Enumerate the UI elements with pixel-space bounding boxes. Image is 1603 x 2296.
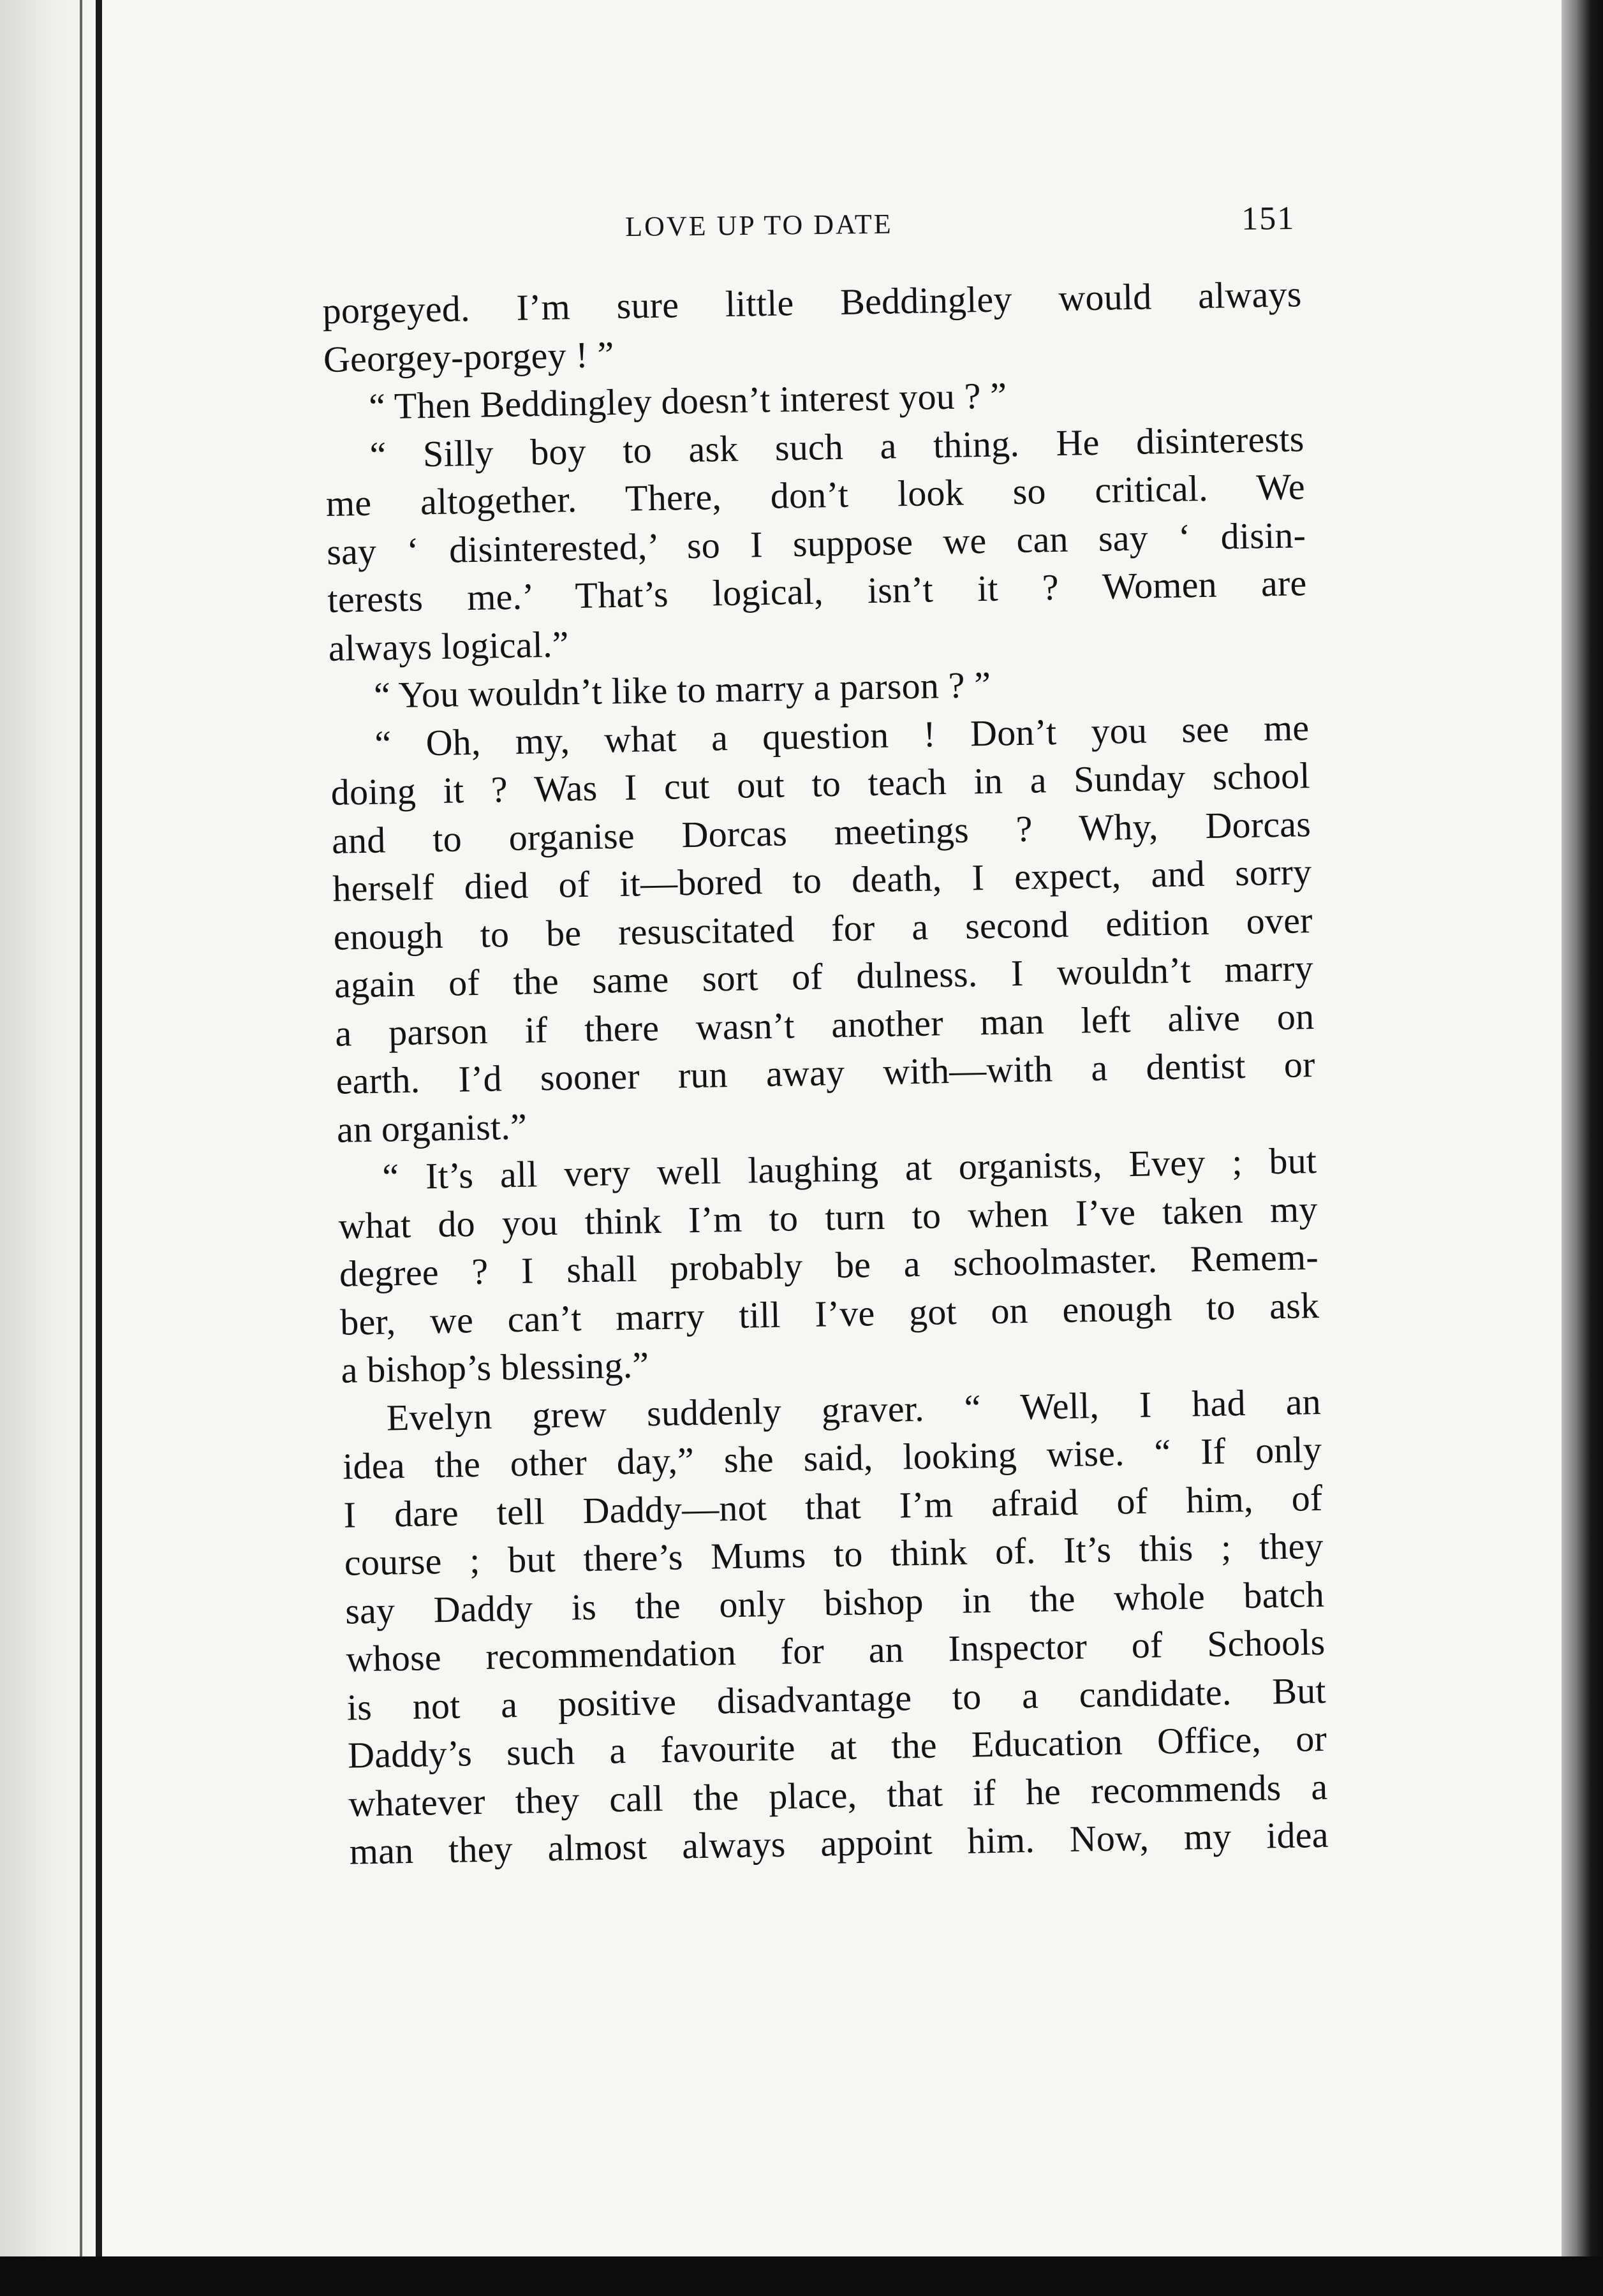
text-line: whose recommendation for an Inspector of Schools bbox=[345, 1621, 1326, 1680]
text-line: degree ? I shall probably be a schoolmaster. Remem- bbox=[339, 1235, 1319, 1295]
text-line: always logical.” bbox=[328, 622, 570, 669]
text-line: herself died of it—bored to death, I expect, and sorry bbox=[332, 851, 1312, 909]
text-line: say Daddy is the only bishop in the whole batch bbox=[344, 1573, 1325, 1632]
text-line: what do you think I’m to turn to when I’ve taken my bbox=[338, 1188, 1319, 1247]
text-line: Evelyn grew suddenly graver. “ Well, I had an bbox=[386, 1380, 1322, 1439]
text-line: I dare tell Daddy—not that I’m afraid of him, of bbox=[343, 1476, 1323, 1536]
running-title: LOVE UP TO DATE bbox=[625, 208, 893, 242]
text-line: course ; but there’s Mums to think of. It’s this ; they bbox=[344, 1524, 1324, 1584]
text-line: me altogether. There, don’t look so critical. We bbox=[325, 466, 1306, 524]
text-line: “ Then Beddingley doesn’t interest you ? ” bbox=[368, 374, 1007, 427]
text-line: a parson if there wasn’t another man left alive on bbox=[334, 995, 1315, 1054]
text-line: earth. I’d sooner run away with—with a dentist or bbox=[336, 1043, 1316, 1102]
text-line: and to organise Dorcas meetings ? Why, Dorcas bbox=[331, 802, 1311, 862]
text-line: man they almost always appoint him. Now, my idea bbox=[349, 1813, 1329, 1873]
text-line: ber, we can’t marry till I’ve got on enough to ask bbox=[339, 1284, 1320, 1343]
bottom-scan-border bbox=[0, 2256, 1603, 2296]
text-line: whatever they call the place, that if he recommends a bbox=[348, 1765, 1328, 1825]
text-line: “ Silly boy to ask such a thing. He disinterests bbox=[369, 417, 1304, 476]
text-line: Georgey-porgey ! ” bbox=[323, 333, 615, 380]
text-line: terests me.’ That’s logical, isn’t it ? Women are bbox=[327, 562, 1307, 621]
text-line: idea the other day,” she said, looking wise. “ If only bbox=[342, 1428, 1322, 1487]
right-page-edge bbox=[1562, 0, 1603, 2296]
binding-edge bbox=[96, 0, 102, 2256]
text-line: porgeyed. I’m sure little Beddingley would always bbox=[322, 273, 1302, 332]
text-line: “ It’s all very well laughing at organists, Evey ; but bbox=[381, 1140, 1317, 1198]
page-number: 151 bbox=[1241, 200, 1296, 237]
text-line: doing it ? Was I cut out to teach in a Sunday school bbox=[330, 754, 1311, 813]
text-line: an organist.” bbox=[336, 1105, 528, 1151]
text-line: Daddy’s such a favourite at the Education Office, or bbox=[347, 1717, 1327, 1776]
text-line: again of the same sort of dulness. I wouldn’t marry bbox=[334, 947, 1314, 1006]
text-line: enough to be resuscitated for a second edition over bbox=[333, 899, 1313, 958]
text-line: is not a positive disadvantage to a candidate. But bbox=[346, 1669, 1327, 1728]
binding-fold-line bbox=[80, 0, 82, 2256]
text-line: “ You wouldn’t like to marry a parson ? ” bbox=[373, 663, 991, 716]
text-line: “ Oh, my, what a question ! Don’t you see me bbox=[374, 706, 1310, 765]
page-header bbox=[625, 200, 1296, 261]
text-line: say ‘ disinterested,’ so I suppose we can say ‘ disin- bbox=[326, 513, 1306, 573]
body-text bbox=[322, 270, 1329, 1876]
text-line: a bishop’s blessing.” bbox=[341, 1344, 649, 1391]
